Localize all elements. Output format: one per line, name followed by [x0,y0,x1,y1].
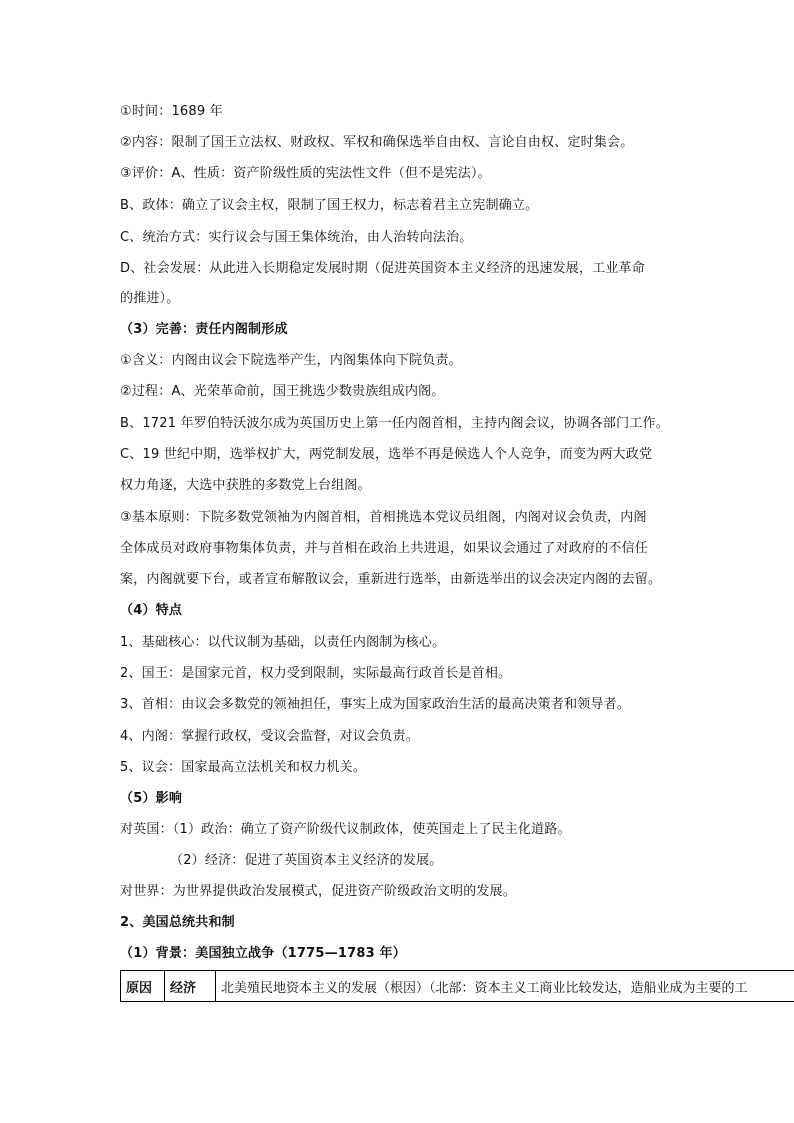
text-line: D、社会发展：从此进入长期稳定发展时期（促进英国资本主义经济的迅速发展，工业革命 [120,261,646,276]
text-line: ①时间：1689 年 [120,104,223,119]
text-line: ③评价：A、性质：资产阶级性质的宪法性文件（但不是宪法）。 [120,166,491,181]
text-line: B、政体：确立了议会主权，限制了国王权力，标志着君主立宪制确立。 [120,198,539,213]
text-line: 5、议会：国家最高立法机关和权力机关。 [120,760,367,775]
text-line: 的推进）。 [120,291,180,306]
text-line: 2、国王：是国家元首，权力受到限制，实际最高行政首长是首相。 [120,666,512,681]
text-line: ①含义：内阁由议会下院选举产生，内阁集体向下院负责。 [120,353,462,368]
text-line: ③基本原则：下院多数党领袖为内阁首相，首相挑选本党议员组阁，内阁对议会负责，内阁 [120,510,647,525]
section-heading: （3）完善：责任内阁制形成 [120,322,288,337]
section-heading: （5）影响 [120,791,183,806]
text-line: 对英国：（1）政治：确立了资产阶级代议制政体，使英国走上了民主化道路。 [120,822,571,837]
text-line: 1、基础核心：以代议制为基础，以责任内阁制为核心。 [120,635,446,650]
text-line: ②过程：A、光荣革命前，国王挑选少数贵族组成内阁。 [120,384,445,399]
table-cell-category: 原因 [121,971,165,1001]
section-heading: （1）背景：美国独立战争（1775—1783 年） [120,946,406,961]
text-line: 对世界：为世界提供政治发展模式，促进资产阶级政治文明的发展。 [120,884,517,899]
section-heading: 2、美国总统共和制 [120,915,235,930]
text-line: 4、内阁：掌握行政权，受议会监督，对议会负责。 [120,729,419,744]
cause-table [120,970,794,1002]
text-line: B、1721 年罗伯特沃波尔成为英国历史上第一任内阁首相，主持内阁会议，协调各部门工作。 [120,416,669,431]
text-line: 3、首相：由议会多数党的领袖担任，事实上成为国家政治生活的最高决策者和领导者。 [120,697,631,712]
table-cell-type: 经济 [165,971,216,1001]
table-cell-content: 北美殖民地资本主义的发展（根因）（北部：资本主义工商业比较发达，造船业成为主要的工 [221,980,748,996]
text-line: 全体成员对政府事物集体负责，并与首相在政治上共进退，如果议会通过了对政府的不信任 [120,541,649,556]
section-heading: （4）特点 [120,603,183,618]
text-line: ②内容：限制了国王立法权、财政权、军权和确保选举自由权、言论自由权、定时集会。 [120,135,634,150]
text-line: 案，内阁就要下台，或者宣布解散议会，重新进行选举，由新选举出的议会决定内阁的去留。 [120,572,662,587]
text-line: C、19 世纪中期，选举权扩大，两党制发展，选举不再是候选人个人竞争，而变为两大政党 [120,447,653,462]
text-line: （2）经济：促进了英国资本主义经济的发展。 [170,853,443,868]
text-line: 权力角逐，大选中获胜的多数党上台组阁。 [120,478,371,493]
text-line: C、统治方式：实行议会与国王集体统治，由人治转向法治。 [120,230,473,245]
